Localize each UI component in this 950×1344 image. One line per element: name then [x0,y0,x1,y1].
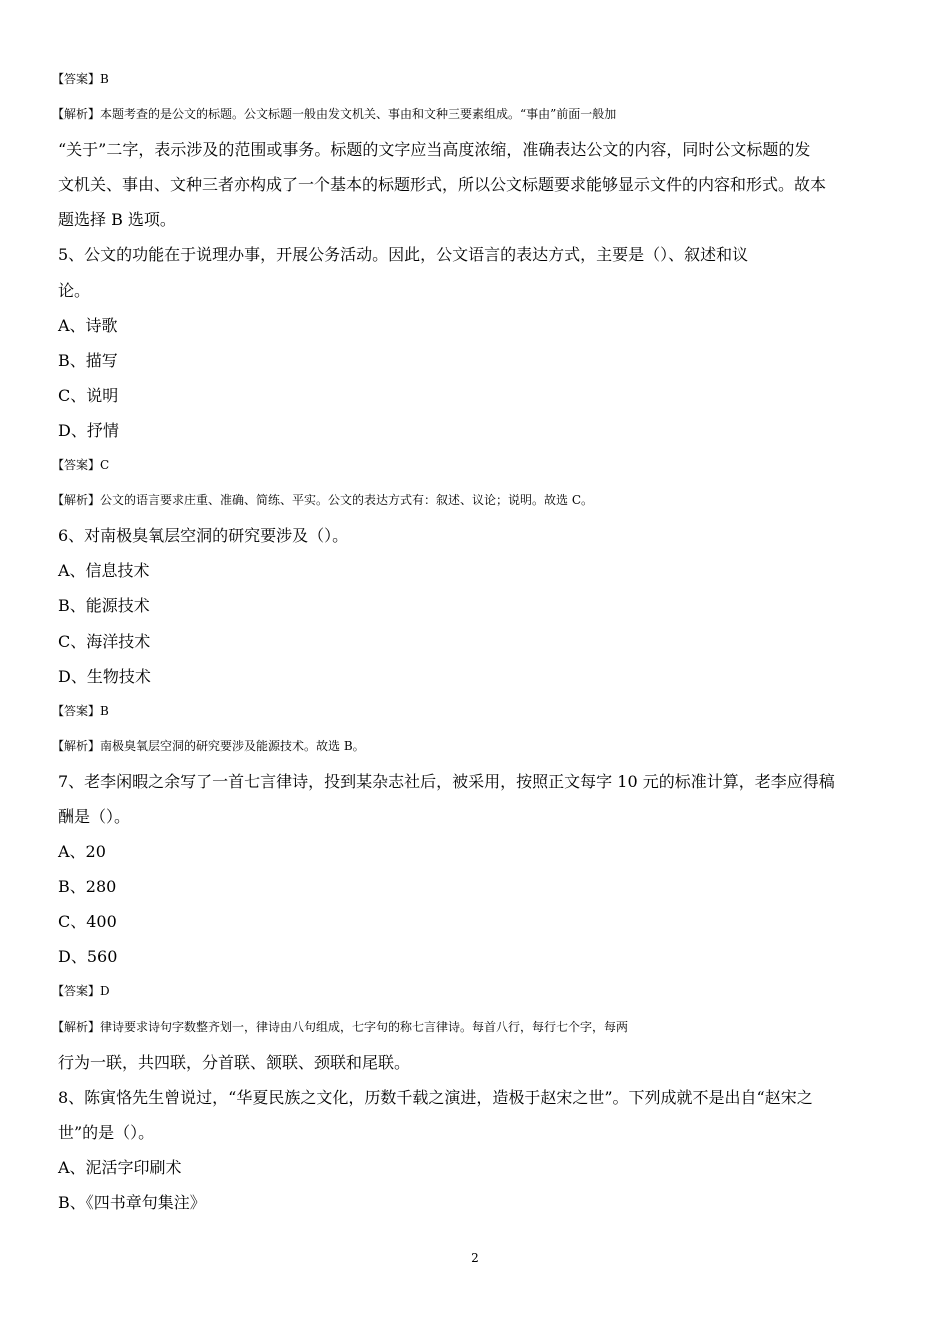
question-line: 酬是（）。 [58,806,131,826]
analysis-line: 文机关、事由、文种三者亦构成了一个基本的标题形式，所以公文标题要求能够显示文件的内容和形式。故本 [58,175,827,195]
option-line: A、20 [58,842,106,862]
answer-line: 【答案】C [52,458,110,473]
option-line: B、描写 [58,350,118,370]
analysis-line: 【解析】南极臭氧层空洞的研究要涉及能源技术。故选 B。 [52,738,365,753]
question-line: 论。 [58,280,91,300]
question-line: 5、公文的功能在于说理办事，开展公务活动。因此，公文语言的表达方式，主要是（）、叙述和议 [58,245,749,265]
option-line: B、《四书章句集注》 [58,1193,206,1212]
option-line: A、信息技术 [58,561,150,581]
option-line: D、560 [58,947,118,967]
answer-line: 【答案】B [52,703,109,718]
answer-line: 【答案】D [52,984,110,999]
option-line: B、能源技术 [58,596,150,616]
analysis-line: 【解析】本题考查的是公文的标题。公文标题一般由发文机关、事由和文种三要素组成。“事由”前面一般加 [52,107,617,122]
question-line: 世”的是（）。 [58,1122,155,1142]
analysis-line: 题选择 B 选项。 [58,210,176,230]
option-line: A、诗歌 [58,315,118,335]
option-line: D、生物技术 [58,666,151,686]
analysis-line: 【解析】公文的语言要求庄重、准确、简练、平实。公文的表达方式有：叙述、议论；说明。故选 C。 [52,493,594,508]
option-line: A、泥活字印刷术 [58,1157,182,1177]
question-line: 8、陈寅恪先生曾说过，“华夏民族之文化，历数千载之演进，造极于赵宋之世”。下列成就不是出自“赵宋之 [58,1087,813,1107]
question-line: 6、对南极臭氧层空洞的研究要涉及（）。 [58,526,349,546]
analysis-line: “关于”二字，表示涉及的范围或事务。标题的文字应当高度浓缩，准确表达公文的内容，同时公文标题的发 [58,140,811,160]
page-number: 2 [471,1251,479,1265]
option-line: C、说明 [58,385,119,405]
option-line: D、抒情 [58,420,119,440]
answer-line: 【答案】B [52,72,109,86]
option-line: B、280 [58,877,117,897]
option-line: C、400 [58,912,117,932]
option-line: C、海洋技术 [58,631,151,651]
document-body [52,62,894,1220]
question-line: 7、老李闲暇之余写了一首七言律诗，投到某杂志社后，被采用，按照正文每字 10 元的标准计算，老李应得稿 [58,771,835,791]
analysis-line: 【解析】律诗要求诗句字数整齐划一，律诗由八句组成，七字句的称七言律诗。每首八行，每行七个字，每两 [52,1019,629,1034]
analysis-line: 行为一联，共四联，分首联、颔联、颈联和尾联。 [58,1052,411,1072]
